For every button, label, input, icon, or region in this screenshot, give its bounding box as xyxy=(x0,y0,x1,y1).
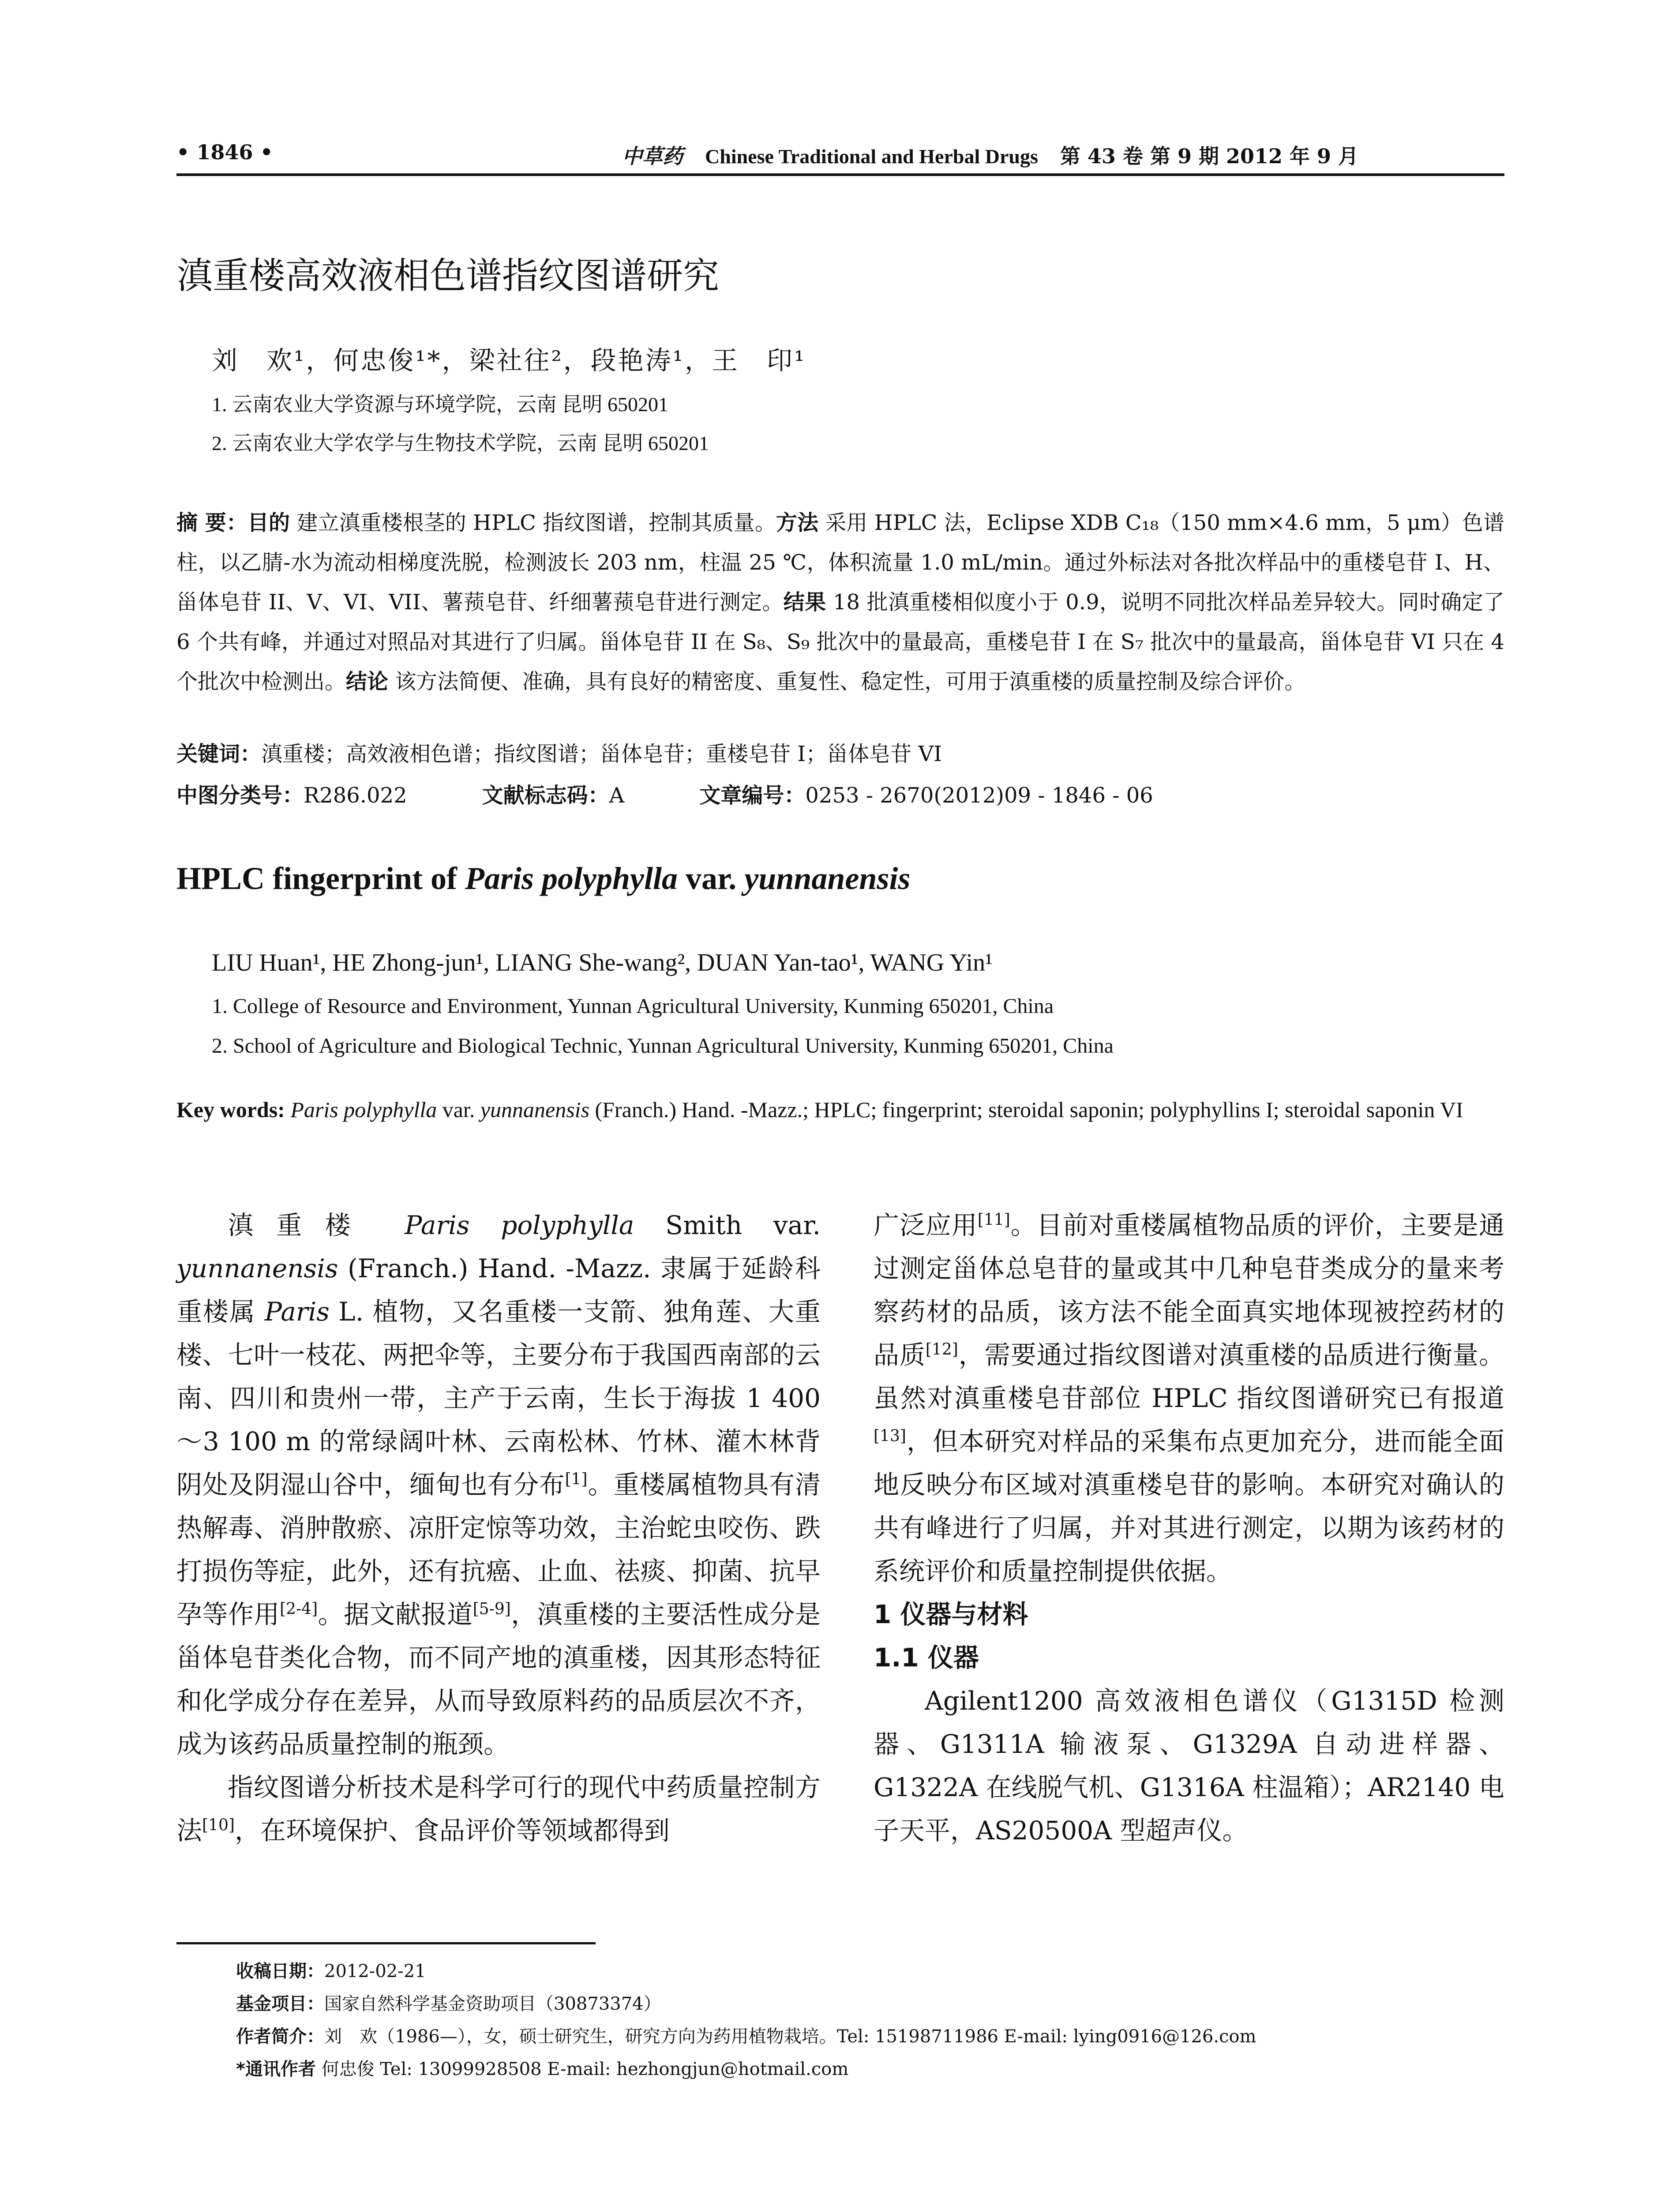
authors-cn: 刘 欢¹，何忠俊¹*，梁社往²，段艳涛¹，王 印¹ xyxy=(212,345,806,375)
keywords-en-var: var. xyxy=(437,1097,480,1122)
body-column-left xyxy=(176,1204,821,1852)
authors-en: LIU Huan¹, HE Zhong-jun¹, LIANG She-wang², DUAN Yan-tao¹, WANG Yin¹ xyxy=(212,949,993,976)
method-text: 采用 HPLC 法，Eclipse XDB C₁₈（150 mm×4.6 mm，5 μm）色谱柱，以乙腈-水为流动相梯度洗脱，检测波长 203 nm，柱温 25 ℃，体积流量 1.0 mL/min。通过外标法对各批次样品中的重楼皂苷 I、H、甾体皂苷 II、V、VI、VII、薯蓣皂苷、纤细薯蓣皂苷进行测定。 xyxy=(176,510,1504,615)
keywords-en xyxy=(176,1090,1504,1129)
running-header xyxy=(176,140,1504,176)
citation: [1] xyxy=(565,1470,588,1489)
section-heading-1: 1 仪器与材料 xyxy=(874,1599,1028,1629)
title-en-species: Paris polyphylla xyxy=(465,861,678,896)
doc-code-value: A xyxy=(609,783,625,808)
article-no-label: 文章编号： xyxy=(699,783,806,808)
method-label: 方法 xyxy=(776,510,819,535)
affiliation-en-1: 1. College of Resource and Environment, Yunnan Agricultural University, Kunming 650201, China xyxy=(212,994,1054,1018)
doc-code-label: 文献标志码： xyxy=(482,783,609,808)
abstract-cn xyxy=(176,503,1504,702)
title-en-variety: yunnanensis xyxy=(744,861,911,896)
keywords-en-label: Key words: xyxy=(176,1097,291,1122)
article-no-value: 0253 - 2670(2012)09 - 1846 - 06 xyxy=(805,783,1153,808)
citation: [5-9] xyxy=(472,1600,511,1618)
keywords-cn xyxy=(176,737,942,767)
footnote-fund: 基金项目：国家自然科学基金资助项目（30873374） xyxy=(236,1994,661,2014)
footnote-author: 作者简介：刘 欢（1986—），女，硕士研究生，研究方向为药用植物栽培。Tel: 15198711986 E-mail: lying0916@126.com xyxy=(236,2026,1256,2047)
abstract-label: 摘 要： xyxy=(176,510,248,535)
citation: [11] xyxy=(977,1211,1010,1229)
affiliation-en-2: 2. School of Agriculture and Biological Technic, Yunnan Agricultural University, Kunming 650201, China xyxy=(212,1034,1114,1058)
body-column-right xyxy=(874,1204,1504,1852)
affiliation-cn-2: 2. 云南农业大学农学与生物技术学院，云南 昆明 650201 xyxy=(212,432,709,454)
footnote-received: 收稿日期：2012-02-21 xyxy=(236,1961,426,1981)
section-heading-1-1: 1.1 仪器 xyxy=(874,1643,979,1673)
page-number: • 1846 • xyxy=(176,140,273,164)
keywords-label: 关键词： xyxy=(176,742,262,766)
intro-paragraph-2-cont: 广泛应用[11]。目前对重楼属植物品质的评价，主要是通过测定甾体总皂苷的量或其中几种皂苷类成分的量来考察药材的品质，该方法不能全面真实地体现被控药材的品质[12]，需要通过指纹图谱对滇重楼的品质进行衡量。虽然对滇重楼皂苷部位 HPLC 指纹图谱研究已有报道[13]，但本研究对样品的采集布点更加充分，进而能全面地反映分布区域对滇重楼皂苷的影响。本研究对确认的共有峰进行了归属，并对其进行测定，以期为该药材的系统评价和质量控制提供依据。 xyxy=(874,1210,1504,1586)
citation: [10] xyxy=(202,1816,235,1835)
article-title-cn: 滇重楼高效液相色谱指纹图谱研究 xyxy=(176,255,720,297)
objective-text: 建立滇重楼根茎的 HPLC 指纹图谱，控制其质量。 xyxy=(290,510,776,535)
header-rule xyxy=(176,173,1504,176)
result-label: 结果 xyxy=(783,590,826,615)
citation: [13] xyxy=(874,1427,906,1445)
journal-name-en: Chinese Traditional and Herbal Drugs xyxy=(705,145,1038,168)
journal-name-cn: 中草药 xyxy=(622,144,683,168)
citation: [12] xyxy=(925,1340,958,1359)
journal-issue: 第 43 卷 第 9 期 2012 年 9 月 xyxy=(1060,144,1359,168)
article-title-en xyxy=(176,860,910,897)
footnote-corresponding: *通讯作者 何忠俊 Tel: 13099928508 E-mail: hezhongjun@hotmail.com xyxy=(236,2059,849,2079)
intro-paragraph-1: 滇重楼 Paris polyphylla Smith var. yunnanensis (Franch.) Hand. -Mazz. 隶属于延龄科重楼属 Paris L. 植物，又名重楼一支箭、独角莲、大重楼、七叶一枝花、两把伞等，主要分布于我国西南部的云南、四川和贵州一带，主产于云南，生长于海拔 1 400～3 100 m 的常绿阔叶林、云南松林、竹林、灌木林背阴处及阴湿山谷中，缅甸也有分布[1]。重楼属植物具有清热解毒、消肿散瘀、凉肝定惊等功效，主治蛇虫咬伤、跌打损伤等症，此外，还有抗癌、止血、祛痰、抑菌、抗早孕等作用[2-4]。据文献报道[5-9]，滇重楼的主要活性成分是甾体皂苷类化合物，而不同产地的滇重楼，因其形态特征和化学成分存在差异，从而导致原料药的品质层次不齐，成为该药品质量控制的瓶颈。 xyxy=(176,1210,821,1759)
keywords-en-species: Paris polyphylla xyxy=(290,1097,437,1122)
instruments-paragraph: Agilent1200 高效液相色谱仪（G1315D 检测器、G1311A 输液泵、G1329A 自动进样器、G1322A 在线脱气机、G1316A 柱温箱）；AR2140 电子天平，AS20500A 型超声仪。 xyxy=(874,1686,1504,1846)
citation: [2-4] xyxy=(280,1600,318,1618)
title-en-var: var. xyxy=(677,861,745,896)
journal-info xyxy=(622,140,1358,169)
intro-paragraph-2: 指纹图谱分析技术是科学可行的现代中药质量控制方法[10]，在环境保护、食品评价等领域都得到 xyxy=(176,1772,821,1846)
clc-label: 中图分类号： xyxy=(176,783,304,808)
keywords-en-variety: yunnanensis xyxy=(480,1097,590,1122)
result-text: 18 批滇重楼相似度小于 0.9，说明不同批次样品差异较大。同时确定了 6 个共有峰，并通过对照品对其进行了归属。甾体皂苷 II 在 S₈、S₉ 批次中的量最高，重楼皂苷 I 在 S₇ 批次中的量最高，甾体皂苷 VI 只在 4 个批次中检测出。 xyxy=(176,590,1504,694)
objective-label: 目的 xyxy=(247,510,290,535)
classification-line xyxy=(176,778,1153,809)
keywords-en-rest: (Franch.) Hand. -Mazz.; HPLC; fingerprint; steroidal saponin; polyphyllins I; steroidal saponin VI xyxy=(589,1097,1463,1122)
footnote-rule xyxy=(176,1942,596,1944)
keywords-text: 滇重楼；高效液相色谱；指纹图谱；甾体皂苷；重楼皂苷 I；甾体皂苷 VI xyxy=(261,742,942,766)
conclusion-text: 该方法简便、准确，具有良好的精密度、重复性、稳定性，可用于滇重楼的质量控制及综合评价。 xyxy=(388,669,1306,694)
conclusion-label: 结论 xyxy=(346,669,389,694)
affiliation-cn-1: 1. 云南农业大学资源与环境学院，云南 昆明 650201 xyxy=(212,393,668,416)
clc-value: R286.022 xyxy=(304,783,407,808)
title-en-prefix: HPLC fingerprint of xyxy=(176,861,465,896)
